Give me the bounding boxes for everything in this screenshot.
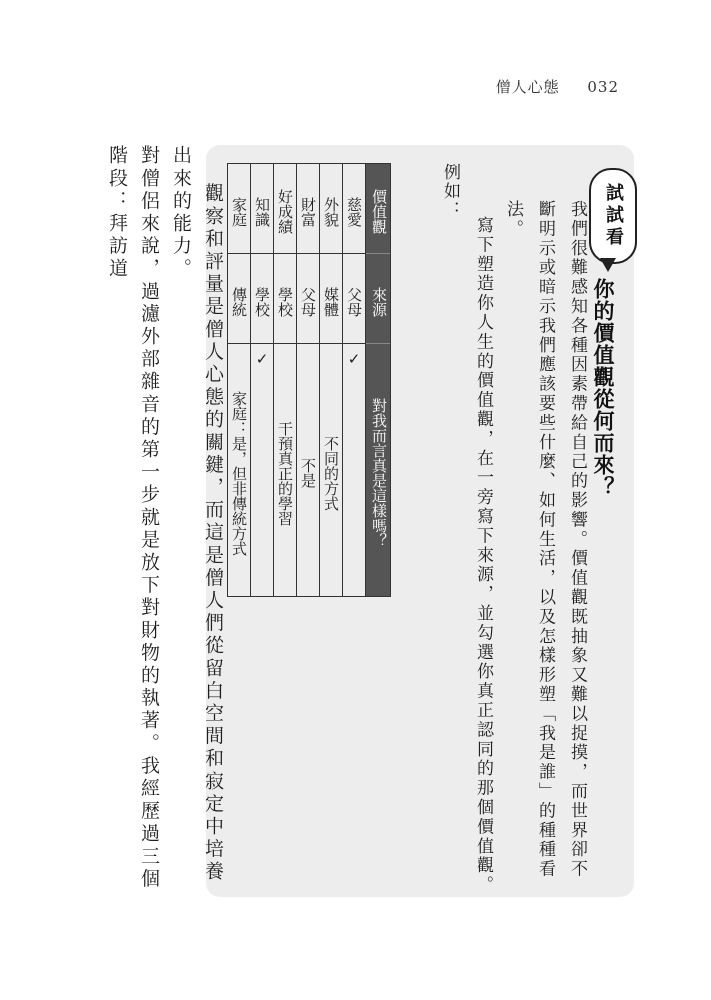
table-cell-source: 學校 [274, 254, 296, 344]
table-cell-check [343, 344, 365, 596]
exercise-title: 你的價值觀從何而來？ [591, 278, 615, 498]
table-row [342, 164, 365, 596]
table-cell-source: 父母 [343, 254, 365, 344]
body-paragraph-1: 觀察和評量是僧人心態的關鍵，而這是僧人們從留白空間和寂定中培養出來的能力。 [170, 145, 224, 884]
table-cell-value: 好成績 [274, 164, 296, 254]
table-cell-value: 外貌 [320, 164, 342, 254]
example-label: 例如： [440, 163, 460, 220]
table-cell-source: 學校 [251, 254, 273, 344]
values-table [227, 163, 391, 597]
table-cell-source: 傳統 [228, 254, 250, 344]
speech-bubble-tail-icon [600, 258, 616, 272]
table-row [319, 164, 342, 596]
table-cell-value: 家庭 [228, 164, 250, 254]
table-row [296, 164, 319, 596]
running-header [496, 76, 619, 97]
table-cell-value: 財富 [297, 164, 319, 254]
table-cell-answer: 不是 [299, 458, 317, 488]
table-cell-check [251, 344, 273, 596]
try-it-badge [589, 168, 637, 264]
table-cell-value: 慈愛 [343, 164, 365, 254]
exercise-paragraph-1: 我們很難感知各種因素帶給自己的影響。價值觀既抽象又難以捉摸，而世界卻不斷明示或暗示我們應該要些什麼、如何生活，以及怎樣形塑「我是誰」的種種看法。 [503, 200, 587, 879]
header-source: 來源 [366, 254, 390, 344]
header-values: 價值觀 [366, 164, 390, 254]
table-cell-source: 媒體 [320, 254, 342, 344]
table-cell-source: 父母 [297, 254, 319, 344]
body-text [101, 145, 229, 905]
body-paragraph-2: 對僧侶來說，過濾外部雜音的第一步就是放下對財物的執著。我經歷過三個階段：拜訪道 [106, 145, 160, 891]
checkmark-icon: ✓ [255, 350, 269, 368]
table-row [250, 164, 273, 596]
table-cell-answer: 干預真正的學習 [276, 420, 294, 526]
table-header-row [365, 164, 390, 596]
table-cell-answer: 不同的方式 [322, 435, 340, 511]
chapter-title: 僧人心態 [495, 78, 560, 96]
checkmark-icon: ✓ [347, 350, 361, 368]
table-cell-answer: 家庭：是，但非傳統方式 [230, 390, 248, 556]
try-it-badge-label: 試試看 [603, 183, 624, 249]
table-row [228, 164, 250, 596]
table-row [273, 164, 296, 596]
page-number: 032 [587, 78, 619, 96]
header-true-for-me: 對我而言真是這樣嗎？ [370, 398, 388, 548]
exercise-paragraph-2: 寫下塑造你人生的價值觀，在一旁寫下來源，並勾選你真正認同的那個價值觀。 [473, 216, 493, 895]
table-cell-value: 知識 [251, 164, 273, 254]
